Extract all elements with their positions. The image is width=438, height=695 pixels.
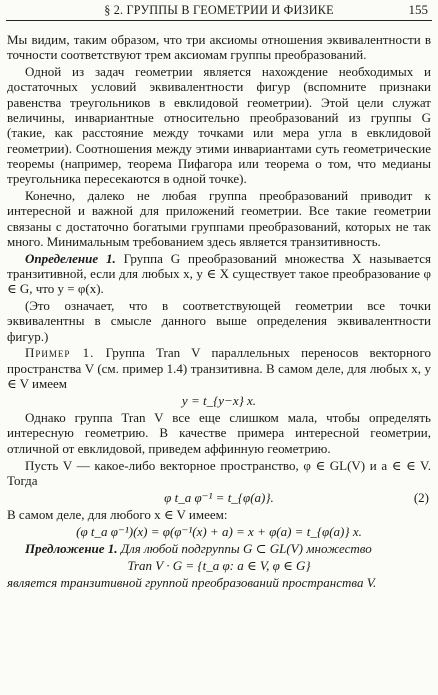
header-rule (6, 20, 432, 21)
equation-2 (7, 490, 431, 505)
running-header (0, 0, 438, 22)
example-1 (7, 345, 431, 391)
page-body (7, 32, 431, 592)
paragraph-4: (Это означает, что в соответствующей геометрии все точки эквивалентны в смысле данного выше определения эквивалентности фигур.) (7, 298, 431, 344)
header-title: § 2. ГРУППЫ В ГЕОМЕТРИИ И ФИЗИКЕ (104, 3, 334, 17)
example-text: Группа Tran V параллельных переносов векторного пространства V (см. пример 1.4) транзитивна. В самом деле, для любых x, y ∈ V имеем (7, 345, 431, 392)
page-number: 155 (408, 2, 428, 17)
proposition-1 (7, 541, 431, 556)
equation-4: Tran V · G = {t_a φ: a ∈ V, φ ∈ G} (127, 557, 311, 573)
paragraph-1: Мы видим, таким образом, что три аксиомы отношения эквивалентности в точности соответствуют трем аксиомам группы преобразований. (7, 32, 431, 63)
paragraph-3: Конечно, далеко не любая группа преобразований приводит к интересной и важной для приложений геометрии. Все такие геометрии связаны с достаточно богатыми группами преобразований, которых не так много. Минимальным требованием здесь является транзитивность. (7, 187, 431, 249)
definition-1 (7, 251, 431, 297)
proposition-conclusion: является транзитивной группой преобразований пространства V. (7, 575, 377, 591)
paragraph-5: Однако группа Tran V все еще слишком мала, чтобы определять интересную геометрию. В качестве примера интересной геометрии, отличной от евклидовой, приведем аффинную геометрию. (7, 410, 431, 456)
definition-label: Определение 1. (25, 250, 116, 266)
proposition-text: Для любой подгруппы G ⊂ GL(V) множество (120, 541, 372, 556)
equation-2-body: φ t_a φ⁻¹ = t_{φ(a)}. (164, 489, 274, 505)
paragraph-6: Пусть V — какое-либо векторное пространство, φ ∈ GL(V) и a ∈ ∈ V. Тогда (7, 457, 431, 488)
equation-3: (φ t_a φ⁻¹)(x) = φ(φ⁻¹(x) + a) = x + φ(a) = t_{φ(a)} x. (76, 523, 362, 539)
definition-text: Группа G преобразований множества X называется транзитивной, если для любых x, y ∈ X существует такое преобразование φ ∈ G, что y = φ(x). (7, 250, 431, 297)
proposition-label: Предложение 1. (25, 541, 118, 556)
example-label: Пример 1. (25, 345, 95, 361)
paragraph-7: В самом деле, для любого x ∈ V имеем: (7, 506, 228, 522)
paragraph-2: Одной из задач геометрии является нахождение необходимых и достаточных условий эквивалентности фигур (вспомните признаки равенства треугольников в евклидовой геометрии). Этой цели служат величины, инвариантные относительно преобразований из группы G (такие, как расстояние между точками или мера угла в евклидовой геометрии). Соотношения между этими инвариантами суть геометрические теоремы (например, теорема Пифагора или теорема о том, что медианы треугольника пересекаются в одной точке). (7, 64, 431, 187)
equation-1: y = t_{y−x} x. (181, 392, 257, 408)
equation-2-number: (2) (413, 489, 429, 505)
